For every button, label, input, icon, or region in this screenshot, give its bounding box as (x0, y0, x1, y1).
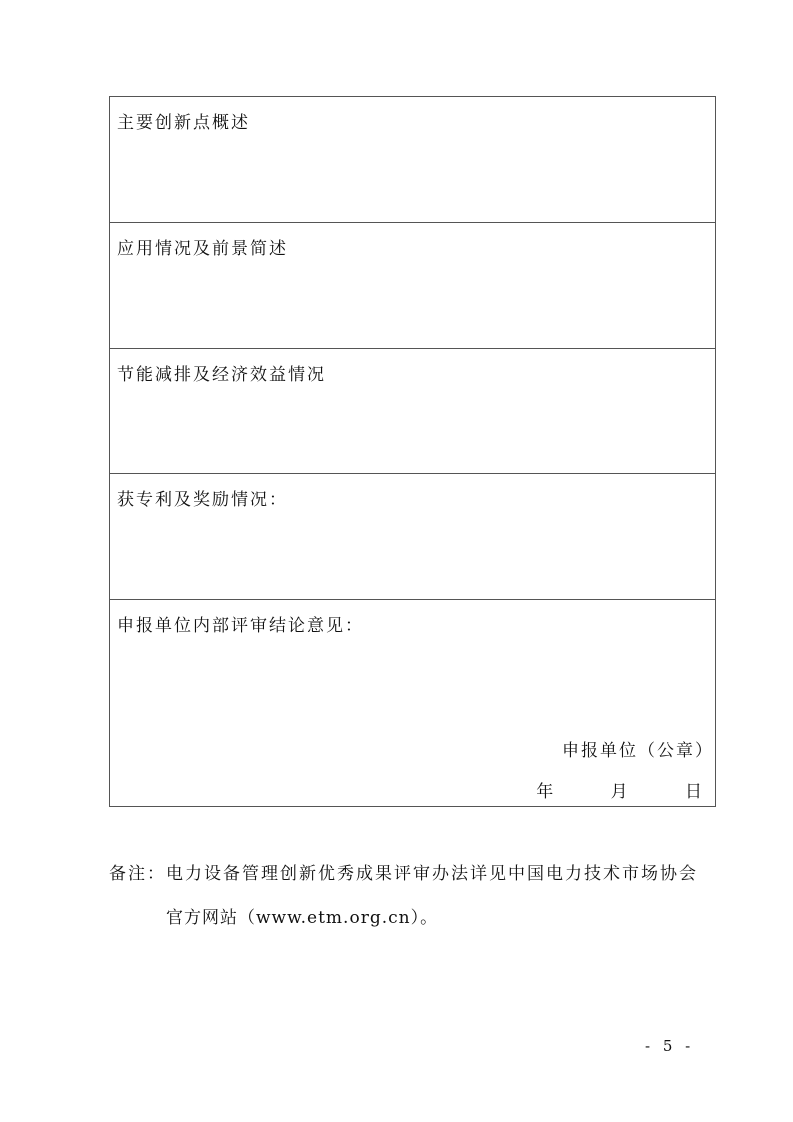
application-prospects-section[interactable] (110, 223, 715, 349)
innovation-summary-label: 主要创新点概述 (117, 113, 250, 133)
note-text-line-2: 官方网站（www.etm.org.cn）。 (166, 908, 439, 928)
internal-review-label: 申报单位内部评审结论意见： (117, 616, 364, 636)
application-prospects-label: 应用情况及前景简述 (117, 239, 288, 259)
patents-awards-label: 获专利及奖励情况： (117, 490, 288, 510)
date-day-label: 日 (685, 782, 702, 802)
internal-review-section[interactable] (110, 600, 715, 807)
date-year-label: 年 (536, 782, 554, 802)
energy-economic-benefits-section[interactable] (110, 349, 715, 474)
official-seal-label: 申报单位（公章） (562, 741, 714, 761)
date-month-label: 月 (610, 782, 628, 802)
note-text-line-1: 备注：电力设备管理创新优秀成果评审办法详见中国电力技术市场协会 (109, 864, 698, 884)
date-row (536, 777, 702, 802)
innovation-summary-section[interactable] (110, 97, 715, 223)
energy-economic-benefits-label: 节能减排及经济效益情况 (117, 365, 326, 385)
page-number: - 5 - (645, 1037, 695, 1055)
patents-awards-section[interactable] (110, 474, 715, 600)
application-form-table (109, 96, 716, 807)
